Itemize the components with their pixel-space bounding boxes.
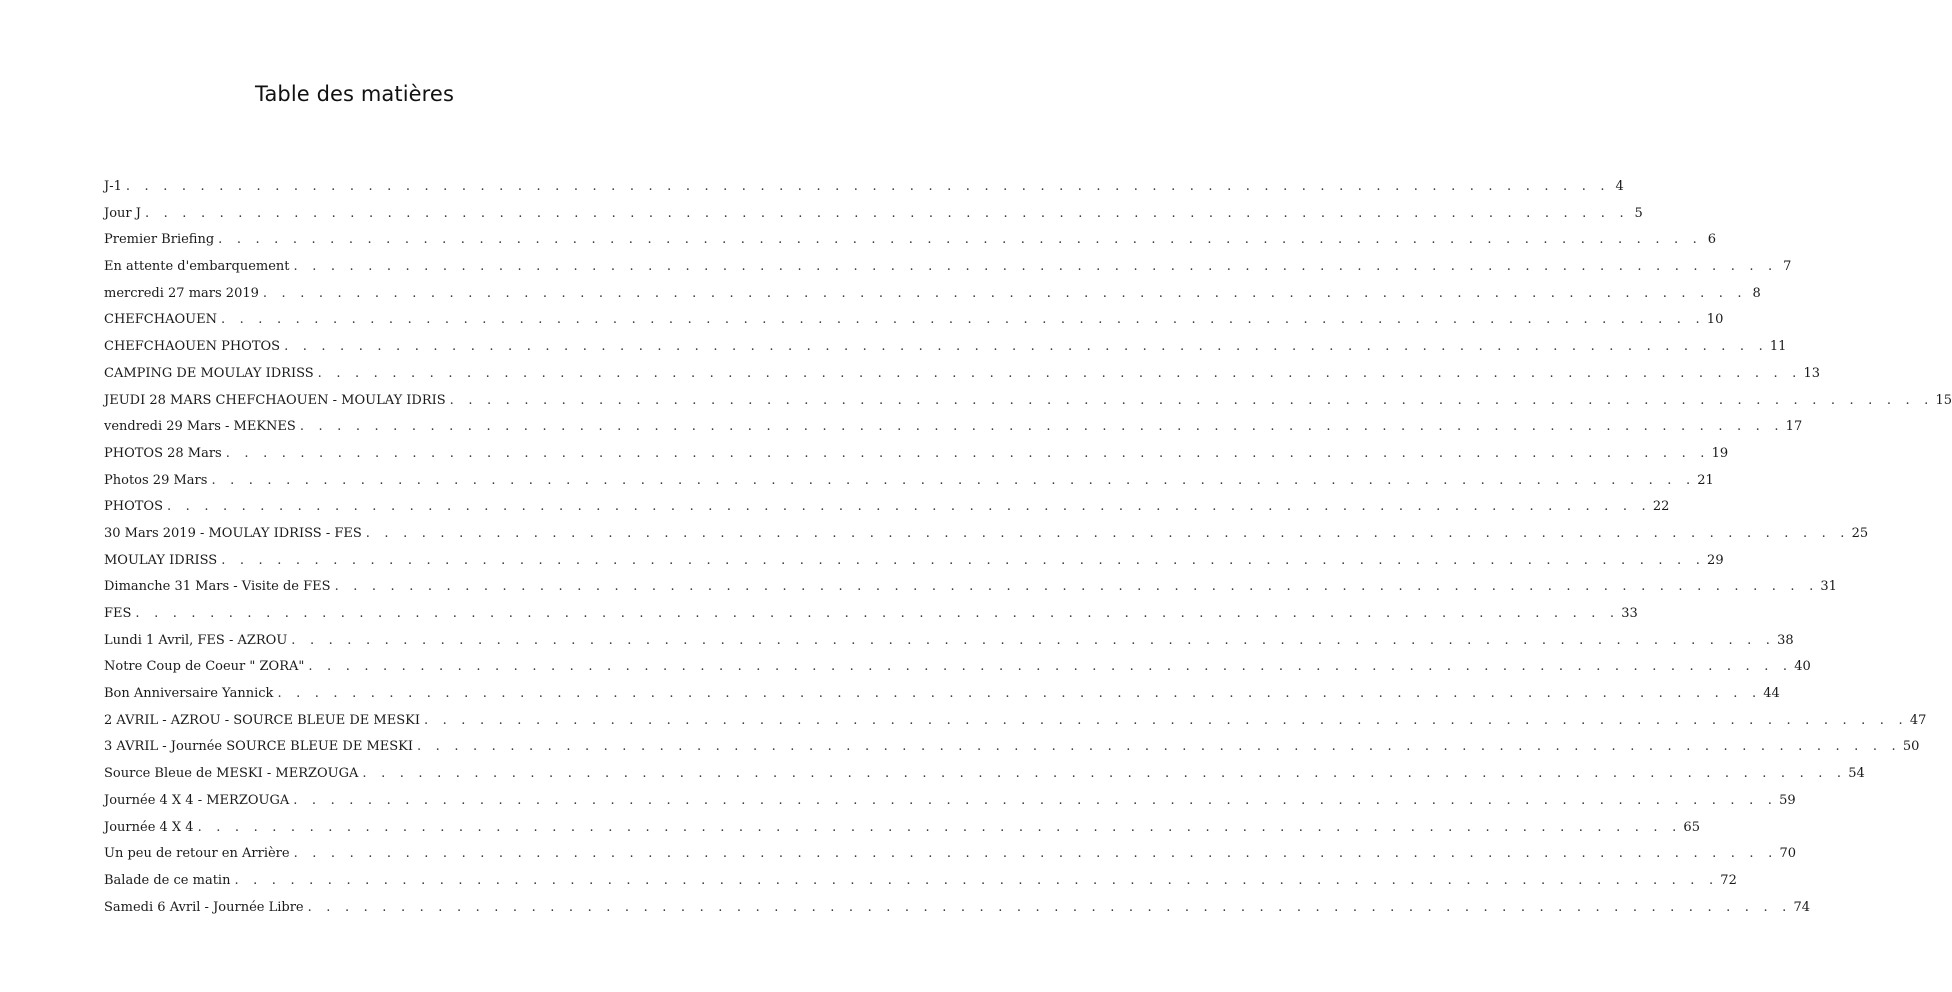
toc-entry[interactable] xyxy=(104,494,1670,521)
toc-entry-page-number: 29 xyxy=(1707,552,1724,568)
toc-entry-page-number: 54 xyxy=(1848,766,1865,782)
toc-entry[interactable] xyxy=(104,281,1761,308)
toc-entry[interactable] xyxy=(104,334,1787,361)
toc-dot-leader: . . . . . . . . . . . . . . . . . . . . . . . . . . . . . . . . . . . . . . . . . . . . . . . . . . . . . . . . . . . . . . . . . . . . . . . . . . . . . . . . xyxy=(365,525,1850,541)
toc-entry-label: Journée 4 X 4 xyxy=(104,819,194,835)
toc-entry-label: 30 Mars 2019 - MOULAY IDRISS - FES xyxy=(104,525,362,541)
toc-entry[interactable] xyxy=(104,414,1803,441)
toc-entry-page-number: 11 xyxy=(1769,339,1787,355)
toc-entry-page-number: 8 xyxy=(1752,285,1761,301)
toc-dot-leader: . . . . . . . . . . . . . . . . . . . . . . . . . . . . . . . . . . . . . . . . . . . . . . . . . . . . . . . . . . . . . . . . . . . . . . . . . . . . . . . . xyxy=(211,472,1696,488)
toc-entry-label: Premier Briefing xyxy=(104,232,215,248)
toc-entry-page-number: 6 xyxy=(1707,232,1717,248)
toc-entry-label: MOULAY IDRISS xyxy=(104,552,218,568)
toc-entry[interactable] xyxy=(104,388,1952,415)
toc-entry-label: Samedi 6 Avril - Journée Libre xyxy=(104,899,304,915)
toc-dot-leader: . . . . . . . . . . . . . . . . . . . . . . . . . . . . . . . . . . . . . . . . . . . . . . . . . . . . . . . . . . . . . . . . . . . . . . . . . . . . . . . . xyxy=(308,659,1793,675)
toc-dot-leader: . . . . . . . . . . . . . . . . . . . . . . . . . . . . . . . . . . . . . . . . . . . . . . . . . . . . . . . . . . . . . . . . . . . . . . . . . . . . . . . . xyxy=(293,259,1778,275)
toc-dot-leader: . . . . . . . . . . . . . . . . . . . . . . . . . . . . . . . . . . . . . . . . . . . . . . . . . . . . . . . . . . . . . . . . . . . . . . . . . . . . . . . . xyxy=(417,739,1901,755)
toc-entry-page-number: 44 xyxy=(1763,686,1780,702)
toc-entry-label: J-1 xyxy=(104,179,122,194)
toc-dot-leader: . . . . . . . . . . . . . . . . . . . . . . . . . . . . . . . . . . . . . . . . . . . . . . . . . . . . . . . . . . . . . . . . . . . . . . . . . . . . . . . . xyxy=(166,499,1651,515)
toc-entry-label: CHEFCHAOUEN PHOTOS xyxy=(104,339,281,355)
toc-entry-label: Balade de ce matin xyxy=(104,872,231,888)
toc-entry-page-number: 47 xyxy=(1909,712,1927,728)
toc-entry[interactable] xyxy=(104,761,1865,788)
toc-entry-page-number: 10 xyxy=(1706,312,1724,328)
toc-dot-leader: . . . . . . . . . . . . . . . . . . . . . . . . . . . . . . . . . . . . . . . . . . . . . . . . . . . . . . . . . . . . . . . . . . . . . . . . . . . . . . . . xyxy=(291,632,1776,648)
toc-entry-page-number: 65 xyxy=(1683,819,1700,835)
toc-dot-leader: . . . . . . . . . . . . . . . . . . . . . . . . . . . . . . . . . . . . . . . . . . . . . . . . . . . . . . . . . . . . . . . . . . . . . . . . . . . . . . . . xyxy=(334,579,1819,595)
toc-dot-leader: . . . . . . . . . . . . . . . . . . . . . . . . . . . . . . . . . . . . . . . . . . . . . . . . . . . . . . . . . . . . . . . . . . . . . . . . . . . . . . . . xyxy=(221,552,1706,568)
toc-entry-label: Bon Anniversaire Yannick xyxy=(104,686,274,702)
toc-entry[interactable] xyxy=(104,254,1792,281)
toc-dot-leader: . . . . . . . . . . . . . . . . . . . . . . . . . . . . . . . . . . . . . . . . . . . . . . . . . . . . . . . . . . . . . . . . . . . . . . . . . . . . . . . . xyxy=(234,872,1719,888)
toc-entry[interactable] xyxy=(104,601,1638,628)
toc-entry-page-number: 13 xyxy=(1803,365,1821,381)
toc-dot-leader: . . . . . . . . . . . . . . . . . . . . . . . . . . . . . . . . . . . . . . . . . . . . . . . . . . . . . . . . . . . . . . . . . . . . . . . . . . . . . . . . xyxy=(293,846,1778,862)
toc-entry-label: vendredi 29 Mars - MEKNES xyxy=(104,419,296,435)
toc-entry-label: CHEFCHAOUEN xyxy=(104,312,217,328)
toc-entry[interactable] xyxy=(104,628,1794,655)
toc-dot-leader: . . . . . . . . . . . . . . . . . . . . . . . . . . . . . . . . . . . . . . . . . . . . . . . . . . . . . . . . . . . . . . . . . . . . . . . . . . . . . . . . xyxy=(317,365,1802,381)
table-of-contents xyxy=(104,174,1952,921)
toc-dot-leader: . . . . . . . . . . . . . . . . . . . . . . . . . . . . . . . . . . . . . . . . . . . . . . . . . . . . . . . . . . . . . . . . . . . . . . . . . . . . . . . . xyxy=(423,712,1908,728)
toc-entry-page-number: 15 xyxy=(1935,392,1952,408)
toc-entry-label: JEUDI 28 MARS CHEFCHAOUEN - MOULAY IDRIS xyxy=(104,392,446,408)
toc-entry-page-number: 5 xyxy=(1634,205,1643,221)
toc-dot-leader: . . . . . . . . . . . . . . . . . . . . . . . . . . . . . . . . . . . . . . . . . . . . . . . . . . . . . . . . . . . . . . . . . . . . . . . . . . . . . . . . xyxy=(135,606,1620,621)
toc-entry[interactable] xyxy=(104,868,1737,895)
toc-dot-leader: . . . . . . . . . . . . . . . . . . . . . . . . . . . . . . . . . . . . . . . . . . . . . . . . . . . . . . . . . . . . . . . . . . . . . . . . . . . . . . . . xyxy=(362,766,1847,782)
toc-entry[interactable] xyxy=(104,441,1729,468)
toc-entry-label: PHOTOS 28 Mars xyxy=(104,445,222,461)
toc-entry[interactable] xyxy=(104,361,1821,388)
toc-entry-label: Source Bleue de MESKI - MERZOUGA xyxy=(104,766,359,782)
toc-dot-leader: . . . . . . . . . . . . . . . . . . . . . . . . . . . . . . . . . . . . . . . . . . . . . . . . . . . . . . . . . . . . . . . . . . . . . . . . . . . . . . . . xyxy=(225,445,1710,461)
toc-entry[interactable] xyxy=(104,734,1920,761)
toc-entry[interactable] xyxy=(104,521,1869,548)
toc-entry[interactable] xyxy=(104,227,1717,254)
toc-dot-leader: . . . . . . . . . . . . . . . . . . . . . . . . . . . . . . . . . . . . . . . . . . . . . . . . . . . . . . . . . . . . . . . . . . . . . . . . . . . . . . . . xyxy=(299,419,1784,435)
toc-entry[interactable] xyxy=(104,841,1796,868)
toc-entry-page-number: 25 xyxy=(1851,525,1869,541)
toc-entry-label: Photos 29 Mars xyxy=(104,472,208,488)
toc-entry-page-number: 17 xyxy=(1785,419,1803,435)
toc-entry-label: 3 AVRIL - Journée SOURCE BLEUE DE MESKI xyxy=(104,739,413,755)
toc-entry[interactable] xyxy=(104,654,1811,681)
toc-entry[interactable] xyxy=(104,548,1724,575)
toc-entry-page-number: 19 xyxy=(1711,445,1729,461)
toc-dot-leader: . . . . . . . . . . . . . . . . . . . . . . . . . . . . . . . . . . . . . . . . . . . . . . . . . . . . . . . . . . . . . . . . . . . . . . . . . . . . . . . . xyxy=(277,686,1762,702)
toc-entry-label: Journée 4 X 4 - MERZOUGA xyxy=(104,792,290,808)
toc-entry-label: 2 AVRIL - AZROU - SOURCE BLEUE DE MESKI xyxy=(104,712,420,728)
toc-dot-leader: . . . . . . . . . . . . . . . . . . . . . . . . . . . . . . . . . . . . . . . . . . . . . . . . . . . . . . . . . . . . . . . . . . . . . . . . . . . . . . . . xyxy=(284,339,1768,355)
toc-entry-label: En attente d'embarquement xyxy=(104,259,290,275)
toc-entry-page-number: 40 xyxy=(1794,659,1811,675)
toc-entry-label: FES xyxy=(104,606,132,621)
toc-entry-label: Lundi 1 Avril, FES - AZROU xyxy=(104,632,288,648)
toc-dot-leader: . . . . . . . . . . . . . . . . . . . . . . . . . . . . . . . . . . . . . . . . . . . . . . . . . . . . . . . . . . . . . . . . . . . . . . . . . . . . . . . . xyxy=(262,285,1747,301)
toc-entry-label: Jour J xyxy=(104,205,141,221)
toc-entry-page-number: 50 xyxy=(1902,739,1920,755)
page-title: Table des matières xyxy=(255,82,454,106)
toc-entry[interactable] xyxy=(104,815,1700,842)
toc-entry[interactable] xyxy=(104,708,1927,735)
toc-dot-leader: . . . . . . . . . . . . . . . . . . . . . . . . . . . . . . . . . . . . . . . . . . . . . . . . . . . . . . . . . . . . . . . . . . . . . . . . . . . . . . . . xyxy=(197,819,1682,835)
toc-entry-label: CAMPING DE MOULAY IDRISS xyxy=(104,365,314,381)
toc-entry[interactable] xyxy=(104,201,1643,228)
toc-entry-label: Un peu de retour en Arrière xyxy=(104,846,290,862)
toc-entry[interactable] xyxy=(104,895,1811,922)
toc-entry[interactable] xyxy=(104,788,1796,815)
toc-dot-leader: . . . . . . . . . . . . . . . . . . . . . . . . . . . . . . . . . . . . . . . . . . . . . . . . . . . . . . . . . . . . . . . . . . . . . . . . . . . . . . . . xyxy=(293,792,1778,808)
toc-entry[interactable] xyxy=(104,307,1724,334)
toc-entry-page-number: 7 xyxy=(1783,259,1792,275)
toc-dot-leader: . . . . . . . . . . . . . . . . . . . . . . . . . . . . . . . . . . . . . . . . . . . . . . . . . . . . . . . . . . . . . . . . . . . . . . . . . . . . . . . . xyxy=(218,232,1703,248)
toc-entry-label: PHOTOS xyxy=(104,499,163,515)
toc-entry-page-number: 33 xyxy=(1621,606,1638,621)
toc-entry-page-number: 59 xyxy=(1779,792,1796,808)
toc-entry-page-number: 70 xyxy=(1779,846,1796,862)
toc-entry-page-number: 72 xyxy=(1720,872,1737,888)
toc-entry-page-number: 38 xyxy=(1777,632,1794,648)
toc-entry-page-number: 31 xyxy=(1820,579,1837,595)
toc-dot-leader: . . . . . . . . . . . . . . . . . . . . . . . . . . . . . . . . . . . . . . . . . . . . . . . . . . . . . . . . . . . . . . . . . . . . . . . . . . . . . . . . xyxy=(449,392,1934,408)
toc-dot-leader: . . . . . . . . . . . . . . . . . . . . . . . . . . . . . . . . . . . . . . . . . . . . . . . . . . . . . . . . . . . . . . . . . . . . . . . . . . . . . . . . xyxy=(307,899,1792,915)
toc-entry-page-number: 21 xyxy=(1697,472,1714,488)
toc-entry-page-number: 74 xyxy=(1793,899,1811,915)
toc-entry-label: mercredi 27 mars 2019 xyxy=(104,285,259,301)
toc-entry-label: Dimanche 31 Mars - Visite de FES xyxy=(104,579,331,595)
toc-dot-leader: . . . . . . . . . . . . . . . . . . . . . . . . . . . . . . . . . . . . . . . . . . . . . . . . . . . . . . . . . . . . . . . . . . . . . . . . . . . . . . . . xyxy=(144,205,1629,221)
toc-entry[interactable] xyxy=(104,681,1780,708)
toc-entry-page-number: 4 xyxy=(1615,179,1624,194)
toc-entry[interactable] xyxy=(104,574,1837,601)
toc-entry-page-number: 22 xyxy=(1652,499,1670,515)
toc-dot-leader: . . . . . . . . . . . . . . . . . . . . . . . . . . . . . . . . . . . . . . . . . . . . . . . . . . . . . . . . . . . . . . . . . . . . . . . . . . . . . . . . xyxy=(220,312,1705,328)
toc-dot-leader: . . . . . . . . . . . . . . . . . . . . . . . . . . . . . . . . . . . . . . . . . . . . . . . . . . . . . . . . . . . . . . . . . . . . . . . . . . . . . . . . xyxy=(125,179,1610,194)
toc-entry[interactable] xyxy=(104,468,1714,495)
toc-entry[interactable] xyxy=(104,174,1624,201)
toc-entry-label: Notre Coup de Coeur " ZORA" xyxy=(104,659,305,675)
